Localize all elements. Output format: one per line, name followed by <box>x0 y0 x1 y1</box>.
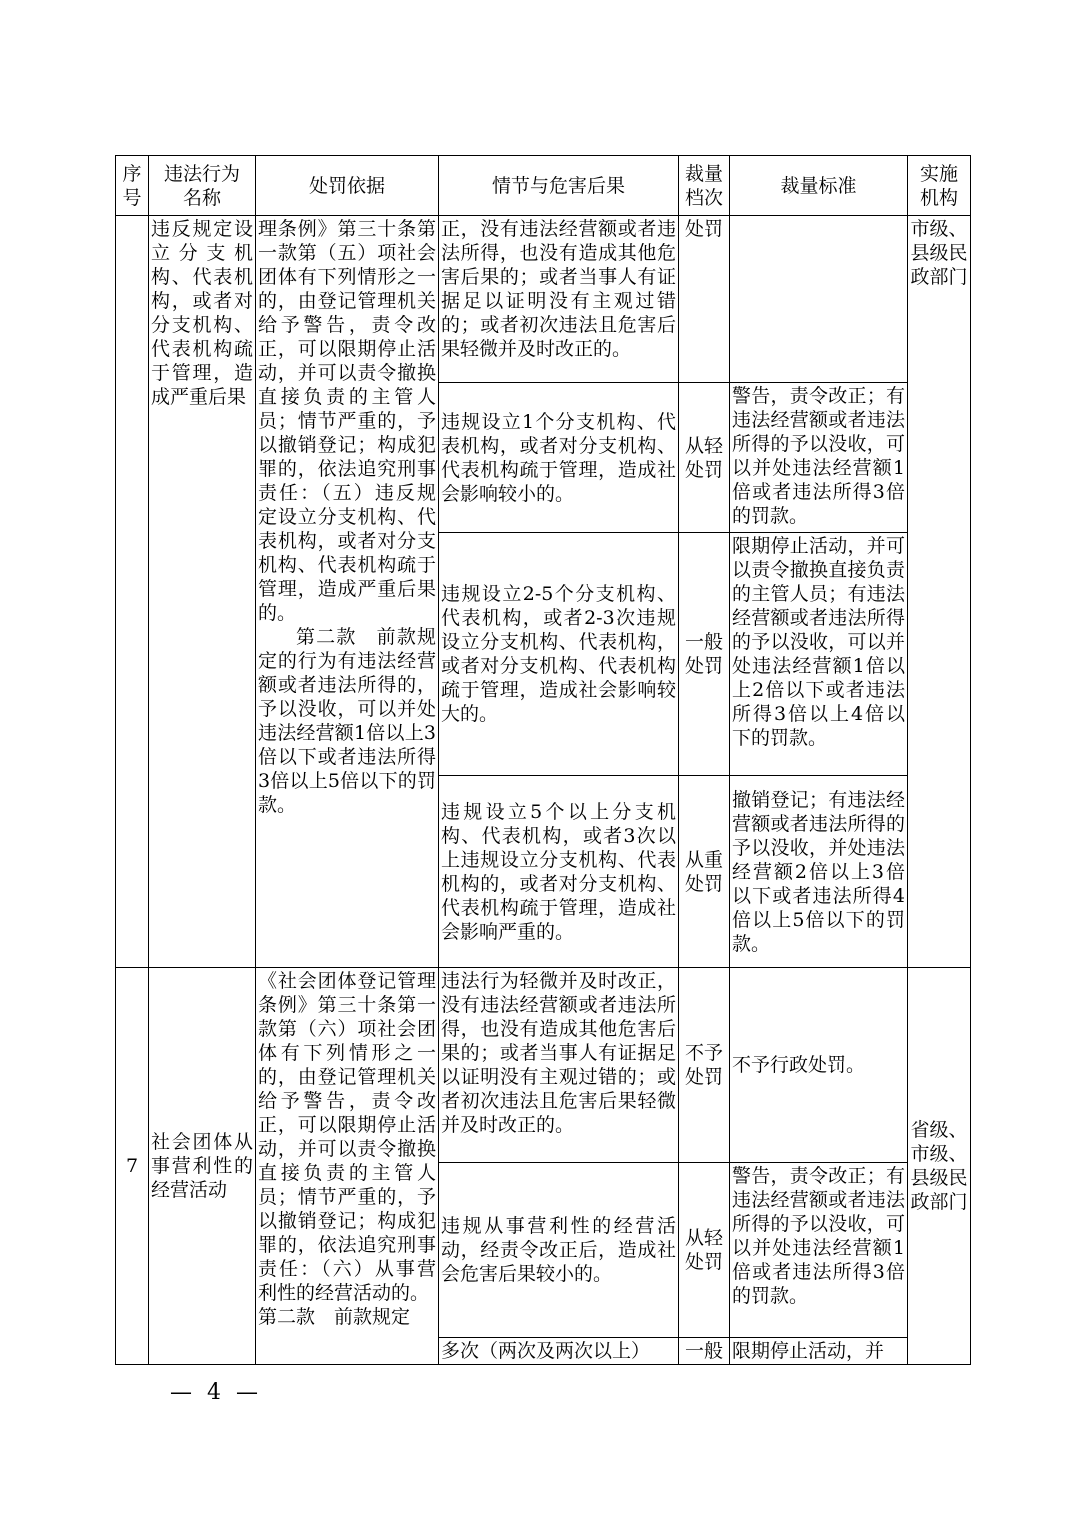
header-circumstance: 情节与危害后果 <box>439 156 679 216</box>
header-name: 违法行为 名称 <box>149 156 256 216</box>
standard-cell: 限期停止活动，并可以责令撤换直接负责的主管人员；有违法经营额或者违法所得的予以没收，可以并处违法经营额1倍以上2倍以下或者违法所得3倍以上4倍以下的罚款。 <box>730 533 908 776</box>
circumstance-cell: 多次（两次及两次以上） <box>439 1338 679 1365</box>
level-cell: 从轻处罚 <box>679 1163 730 1338</box>
header-standard: 裁量标准 <box>730 156 908 216</box>
header-level: 裁量 档次 <box>679 156 730 216</box>
basis-paragraph: 第二款 前款规定的行为有违法经营额或者违法所得的，予以没收，可以并处违法经营额1倍以上3倍以下或者违法所得3倍以上5倍以下的罚款。 <box>258 626 436 816</box>
circumstance-cell: 违规设立2-5个分支机构、代表机构，或者2-3次违规设立分支机构、代表机构，或者对分支机构、代表机构疏于管理，造成社会影响较大的。 <box>439 533 679 776</box>
agency-cell: 省级、市级、县级民政部门 <box>908 968 971 1365</box>
basis-paragraph: 理条例》第三十条第一款第（五）项社会团体有下列情形之一的，由登记管理机关给予警告，责令改正，可以限期停止活动，并可以责令撤换直接负责的主管人员；情节严重的，予以撤销登记；构成犯罪的，依法追究刑事责任：（五）违反规定设立分支机构、代表机构，或者对分支机构、代表机构疏于管理，造成严重后果的。 <box>258 218 436 624</box>
table-row <box>116 216 971 383</box>
standard-cell: 不予行政处罚。 <box>730 968 908 1163</box>
circumstance-cell: 违规从事营利性的经营活动，经责令改正后，造成社会危害后果较小的。 <box>439 1163 679 1338</box>
row-seq <box>116 216 149 968</box>
level-cell: 不予处罚 <box>679 968 730 1163</box>
level-cell: 一般处罚 <box>679 533 730 776</box>
violation-name: 社会团体从事营利性的经营活动 <box>149 968 256 1365</box>
circumstance-cell: 违法行为轻微并及时改正，没有违法经营额或者违法所得，也没有造成其他危害后果的；或者当事人有证据足以证明没有主观过错的；或者初次违法且危害后果轻微并及时改正的。 <box>439 968 679 1163</box>
table-row <box>116 968 971 1163</box>
circumstance-cell: 违规设立5个以上分支机构、代表机构，或者3次以上违规设立分支机构、代表机构的，或者对分支机构、代表机构疏于管理，造成社会影响严重的。 <box>439 776 679 968</box>
penalty-basis <box>256 968 439 1365</box>
circumstance-cell: 正，没有违法经营额或者违法所得，也没有造成其他危害后果的；或者当事人有证据足以证明没有主观过错的；或者初次违法且危害后果轻微并及时改正的。 <box>439 216 679 383</box>
header-seq: 序 号 <box>116 156 149 216</box>
level-cell: 从轻处罚 <box>679 383 730 533</box>
basis-paragraph: 《社会团体登记管理条例》第三十条第一款第（六）项社会团体有下列情形之一的，由登记管理机关给予警告，责令改正，可以限期停止活动，并可以责令撤换直接负责的主管人员；情节严重的，予以撤销登记；构成犯罪的，依法追究刑事责任：（六）从事营利性的经营活动的。 <box>258 970 436 1304</box>
level-cell: 一般 <box>679 1338 730 1365</box>
standard-cell: 警告，责令改正；有违法经营额或者违法所得的予以没收，可以并处违法经营额1倍或者违法所得3倍的罚款。 <box>730 1163 908 1338</box>
discretion-table <box>115 155 971 1365</box>
penalty-basis <box>256 216 439 968</box>
basis-paragraph: 第二款 前款规定 <box>258 1306 411 1328</box>
violation-name: 违反规定设立分支机构、代表机构，或者对分支机构、代表机构疏于管理，造成严重后果 <box>149 216 256 968</box>
circumstance-cell: 违规设立1个分支机构、代表机构，或者对分支机构、代表机构疏于管理，造成社会影响较小的。 <box>439 383 679 533</box>
row-seq: 7 <box>116 968 149 1365</box>
standard-cell: 撤销登记；有违法经营额或者违法所得的予以没收，并处违法经营额2倍以上3倍以下或者违法所得4倍以上5倍以下的罚款。 <box>730 776 908 968</box>
standard-cell: 警告，责令改正；有违法经营额或者违法所得的予以没收，可以并处违法经营额1倍或者违法所得3倍的罚款。 <box>730 383 908 533</box>
page-number: — 4 — <box>170 1380 262 1405</box>
standard-cell: 限期停止活动，并 <box>730 1338 908 1365</box>
level-cell: 处罚 <box>679 216 730 383</box>
standard-cell <box>730 216 908 383</box>
agency-cell: 市级、县级民政部门 <box>908 216 971 968</box>
header-agency: 实施 机构 <box>908 156 971 216</box>
level-cell: 从重处罚 <box>679 776 730 968</box>
header-row <box>116 156 971 216</box>
header-basis: 处罚依据 <box>256 156 439 216</box>
